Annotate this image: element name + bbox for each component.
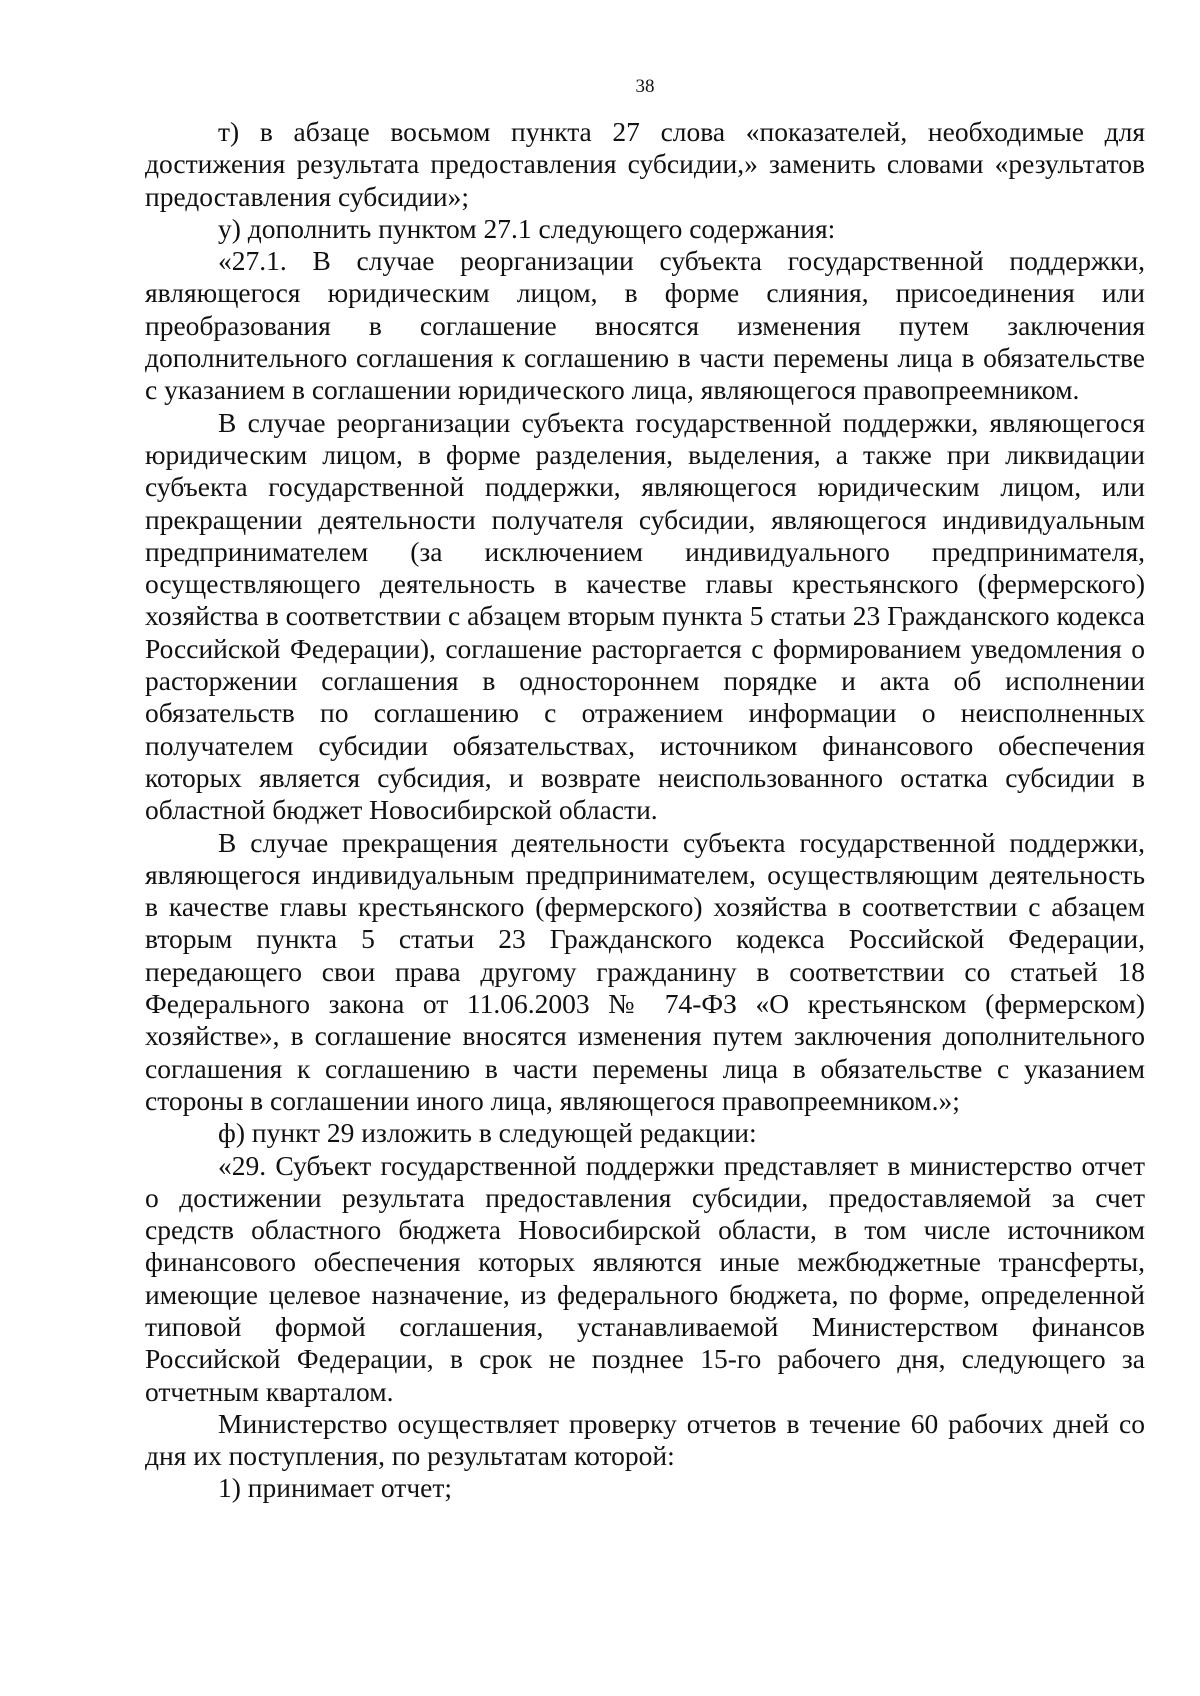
document-body: [145, 116, 1145, 1505]
paragraph-farm-termination: В случае прекращения деятельности субъекта государственной поддержки, являющегося индивидуальным предпринимателем, осуществляющим деятельность в качестве главы крестьянского (фермерского) хозяйства в соответствии с абзацем вторым пункта 5 статьи 23 Гражданского кодекса Российской Федерации, передающего свои права другому гражданину в соответствии со статьей 18 Федерального закона от 11.06.2003 № 74-ФЗ «О крестьянском (фермерском) хозяйстве», в соглашение вносятся изменения путем заключения дополнительного соглашения к соглашению в части перемены лица в обязательстве с указанием стороны в соглашении иного лица, являющегося правопреемником.»;: [145, 826, 1145, 1116]
paragraph-29: «29. Субъект государственной поддержки представляет в министерство отчет о достижении результата предоставления субсидии, предоставляемой за счет средств областного бюджета Новосибирской области, в том числе источником финансового обеспечения которых являются иные межбюджетные трансферты, имеющие целевое назначение, из федерального бюджета, по форме, определенной типовой формой соглашения, устанавливаемой Министерством финансов Российской Федерации, в срок не позднее 15-го рабочего дня, следующего за отчетным кварталом.: [145, 1149, 1145, 1407]
paragraph-u: у) дополнить пунктом 27.1 следующего содержания:: [218, 212, 836, 244]
paragraph-27-1: «27.1. В случае реорганизации субъекта государственной поддержки, являющегося юридическим лицом, в форме слияния, присоединения или преобразования в соглашение вносятся изменения путем заключения дополнительного соглашения к соглашению в части перемены лица в обязательстве с указанием в соглашении юридического лица, являющегося правопреемником.: [145, 245, 1145, 406]
paragraph-reorganization-division: В случае реорганизации субъекта государственной поддержки, являющегося юридическим лицом, в форме разделения, выделения, а также при ликвидации субъекта государственной поддержки, являющегося юридическим лицом, или прекращении деятельности получателя субсидии, являющегося индивидуальным предпринимателем (за исключением индивидуального предпринимателя, осуществляющего деятельность в качестве главы крестьянского (фермерского) хозяйства в соответствии с абзацем вторым пункта 5 статьи 23 Гражданского кодекса Российской Федерации), соглашение расторгается с формированием уведомления о расторжении соглашения в одностороннем порядке и акта об исполнении обязательств по соглашению с отражением информации о неисполненных получателем субсидии обязательствах, источником финансового обеспечения которых является субсидия, и возврате неиспользованного остатка субсидии в областной бюджет Новосибирской области.: [145, 406, 1145, 826]
paragraph-f: ф) пункт 29 изложить в следующей редакции:: [218, 1117, 757, 1149]
paragraph-ministry-check: Министерство осуществляет проверку отчетов в течение 60 рабочих дней со дня их поступления, по результатам которой:: [145, 1407, 1145, 1472]
page-number: 38: [635, 76, 655, 97]
paragraph-item-1: 1) принимает отчет;: [218, 1472, 453, 1504]
paragraph-t: т) в абзаце восьмом пункта 27 слова «показателей, необходимые для достижения результата предоставления субсидии,» заменить словами «результатов предоставления субсидии»;: [145, 116, 1145, 212]
